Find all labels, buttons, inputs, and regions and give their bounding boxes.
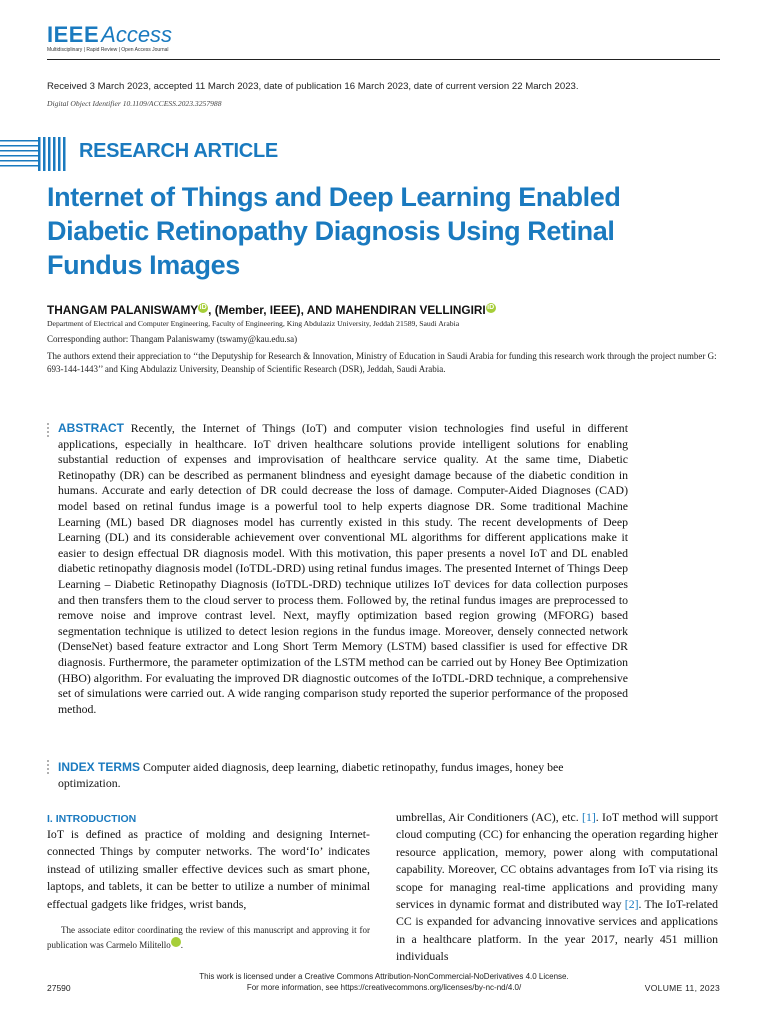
intro-col2-text: . The IoT-related CC is expanded for advancing innovative services and applications in a healthcare platform. In the year 2017, nearly 451 million individuals bbox=[396, 897, 718, 964]
author-1[interactable]: THANGAM PALANISWAMY bbox=[47, 303, 199, 317]
intro-col2-text: . IoT method will support cloud computing (CC) for enhancing the operation regarding higher resource application, memory, power along with computational capability. Moreover, CC obtains advantages from IoT via rising its scope for managing real-time applications and providing many services in dynamic format and distributed way bbox=[396, 810, 718, 912]
journal-logo bbox=[47, 22, 172, 53]
citation-link[interactable]: [2] bbox=[624, 897, 639, 912]
logo-brand: IEEE bbox=[47, 22, 100, 47]
author-role: , (Member, IEEE), AND bbox=[208, 303, 336, 317]
received-dates: Received 3 March 2023, accepted 11 March 2023, date of publication 16 March 2023, date of current version 22 March 2023. bbox=[47, 81, 579, 92]
article-type-stripes bbox=[0, 137, 70, 171]
abstract-text: Recently, the Internet of Things (IoT) and computer vision technologies find useful in different applications, especially in healthcare. IoT driven healthcare solutions provide intelligent solutions for enabling substantial reduction of expenses and improvisation of healthcare service quality. At the same time, Diabetic Retinopathy (DR) can be described as permanent blindness and eyesight damage because of the diabetic condition in humans. Accurate and early detection of DR could decrease the loss of damage. Computer-Aided Diagnoses (CAD) model based on retinal fundus image is a powerful tool to help experts diagnose DR. Some traditional Machine Learning (ML) based DR diagnoses model has currently existed in this study. The recent developments of Deep Learning (DL) and its considerable achievement over conventional ML algorithms for different applications make it easier to design effectual DR diagnosis model. With this motivation, this paper presents a novel IoT and DL enabled diabetic retinopathy diagnosis model (IoTDL-DRD) using retinal fundus images. The presented Internet of Things Deep Learning – Diabetic Retinopathy Diagnosis (IoTDL-DRD) technique utilizes IoT devices for data collection purposes and then transfers them to the cloud server to process them. Followed by, the retinal fundus images are preprocessed to remove noise and improve contrast level. Next, mayfly optimization based region growing (MFORG) based segmentation technique is utilized to detect lesion regions in the fundus image. Moreover, densely connected network (DenseNet) based feature extractor and Long Short Term Memory (LSTM) based classifier is used for effective DR diagnosis. Furthermore, the parameter optimization of the LSTM method can be carried out by Honey Bee Optimization (HBO) algorithm. For evaluating the improved DR diagnostic outcomes of the IoTDL-DRD technique, a comprehensive set of simulations were carried out. A wide ranging comparison study reported the superior performance of the proposed method. bbox=[58, 421, 628, 716]
logo-name: Access bbox=[101, 22, 173, 47]
license-line: This work is licensed under a Creative Commons Attribution-NonCommercial-NoDerivatives 4.0 License. bbox=[199, 972, 569, 981]
index-terms-text: Computer aided diagnosis, deep learning, diabetic retinopathy, fundus images, honey bee optimization. bbox=[58, 760, 564, 790]
header-rule bbox=[47, 59, 720, 60]
license-url[interactable]: For more information, see https://creativecommons.org/licenses/by-nc-nd/4.0/ bbox=[246, 982, 522, 992]
affiliation: Department of Electrical and Computer Engineering, Faculty of Engineering, King Abdulaziz University, Jeddah 21589, Saudi Arabia bbox=[47, 319, 460, 328]
logo-tagline: Multidisciplinary | Rapid Review | Open Access Journal bbox=[47, 47, 169, 53]
volume-label: VOLUME 11, 2023 bbox=[644, 983, 720, 993]
author-2[interactable]: MAHENDIRAN VELLINGIRI bbox=[335, 303, 486, 317]
paper-title: Internet of Things and Deep Learning Enabled Diabetic Retinopathy Diagnosis Using Retinal Fundus Images bbox=[47, 182, 621, 280]
index-terms-marker bbox=[47, 760, 50, 776]
index-terms bbox=[58, 760, 628, 791]
doi[interactable]: Digital Object Identifier 10.1109/ACCESS.2023.3257988 bbox=[47, 99, 222, 108]
intro-col2-text: umbrellas, Air Conditioners (AC), etc. bbox=[396, 810, 583, 824]
funding-statement: The authors extend their appreciation to ‘‘the Deputyship for Research & Innovation, Ministry of Education in Saudi Arabia for funding this research work through the project number G: 693-144-1443’’ and King Abdulaziz University, Deanship of Scientific Research (DSR), Jeddah, Saudi Arabia. bbox=[47, 351, 717, 374]
orcid-icon[interactable]: iD bbox=[487, 304, 495, 312]
author-line bbox=[47, 303, 496, 317]
orcid-icon[interactable]: iD bbox=[171, 937, 181, 947]
abstract-marker bbox=[47, 423, 50, 439]
citation-link[interactable]: [1] bbox=[582, 810, 596, 824]
intro-column-1: IoT is defined as practice of molding and designing Internet-connected Things by computer networks. The word‘Io’ indicates instead of utilizing smaller effective devices such as smart phone, laptops, and tablets, it can be better to utilize a number of minimal effectual gadgets like fridges, wrist bands, bbox=[47, 827, 370, 911]
section-heading-introduction: I. INTRODUCTION bbox=[47, 813, 137, 825]
index-terms-label: INDEX TERMS bbox=[58, 760, 141, 774]
abstract-label: ABSTRACT bbox=[58, 421, 124, 435]
corresponding-author: Corresponding author: Thangam Palaniswamy (tswamy@kau.edu.sa) bbox=[47, 334, 298, 344]
abstract bbox=[58, 421, 628, 717]
editor-note-text: The associate editor coordinating the review of this manuscript and approving it for publication was Carmelo Militello bbox=[47, 925, 370, 950]
article-type: RESEARCH ARTICLE bbox=[79, 140, 278, 162]
orcid-icon[interactable]: iD bbox=[199, 304, 207, 312]
intro-column-2 bbox=[396, 809, 718, 966]
editor-note: The associate editor coordinating the review of this manuscript and approving it for publication was Carmelo Militello iD. bbox=[47, 925, 370, 950]
page-number: 27590 bbox=[47, 983, 71, 993]
